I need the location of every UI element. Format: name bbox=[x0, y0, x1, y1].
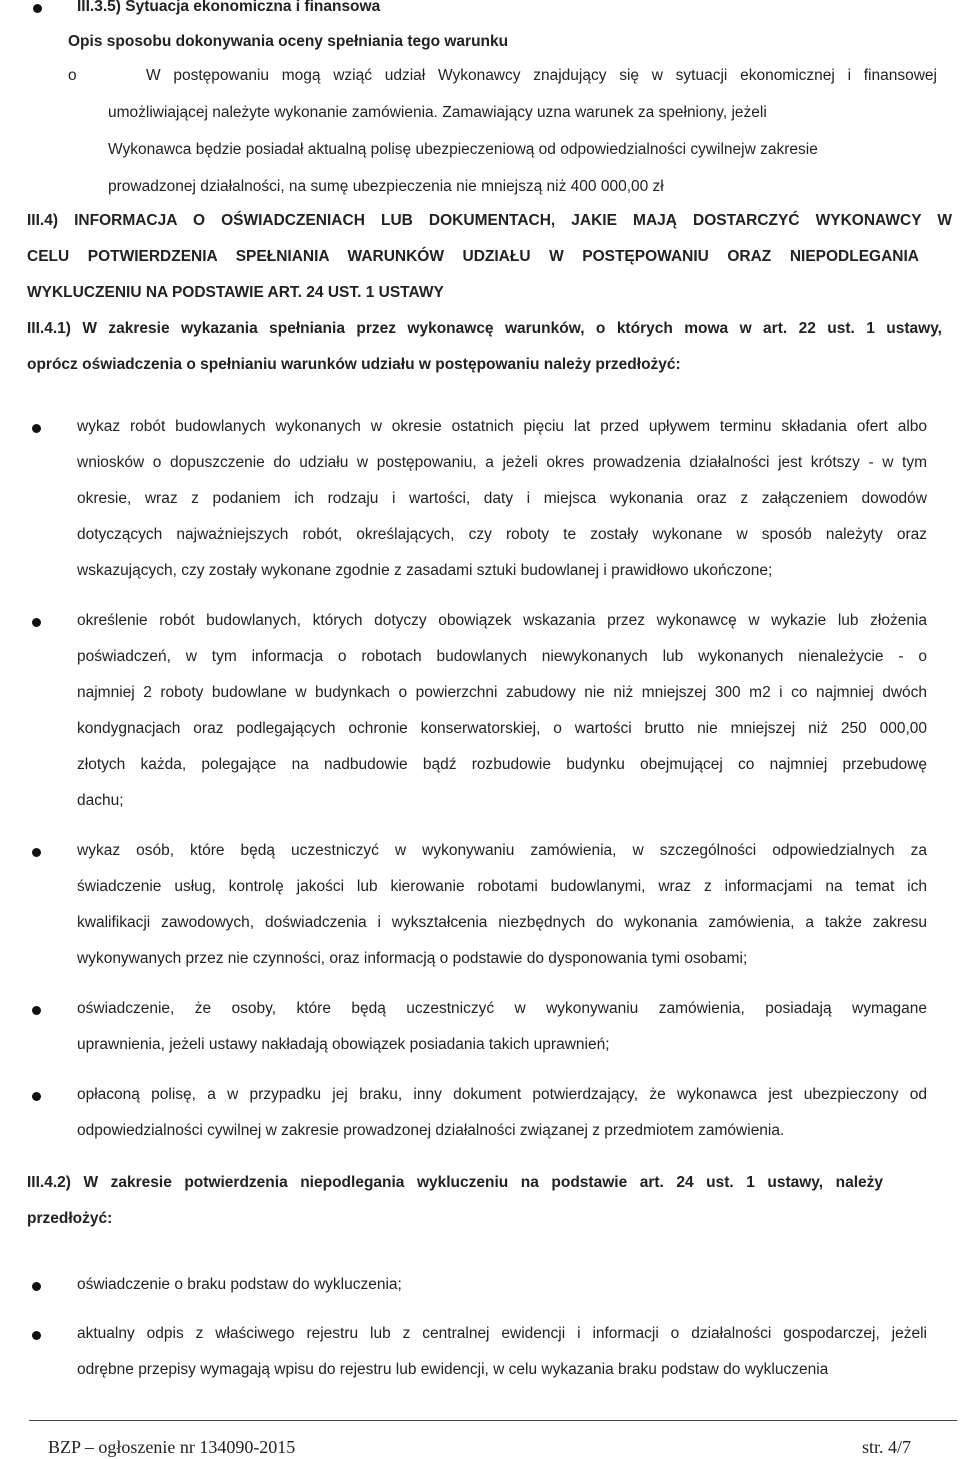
list-item-line: aktualny odpis z właściwego rejestru lub z centralnej ewidencji i informacji o działalności gospodarczej, jeżeli bbox=[77, 1325, 927, 1342]
list-item-line: odpowiedzialności cywilnej w zakresie prowadzonej działalności związanej z przedmiotem zamówienia. bbox=[77, 1122, 785, 1139]
list-item-line: wskazujących, czy zostały wykonane zgodnie z zasadami sztuki budowlanej i prawidłowo ukończone; bbox=[77, 562, 773, 579]
list-marker-circle: o bbox=[68, 67, 77, 84]
paragraph-line: W postępowaniu mogą wziąć udział Wykonawcy znajdujący się w sytuacji ekonomicznej i finansowej bbox=[146, 67, 937, 84]
section-heading: III.4) INFORMACJA O OŚWIADCZENIACH LUB DOKUMENTACH, JAKIE MAJĄ DOSTARCZYĆ WYKONAWCY W bbox=[27, 212, 952, 229]
list-item-line: dachu; bbox=[77, 792, 124, 809]
list-item-line: wykaz robót budowlanych wykonanych w okresie ostatnich pięciu lat przed upływem terminu składania ofert albo bbox=[77, 418, 927, 435]
section-heading: oprócz oświadczenia o spełnianiu warunków udziału w postępowaniu należy przedłożyć: bbox=[27, 356, 681, 373]
paragraph-line: prowadzonej działalności, na sumę ubezpieczenia nie mniejszą niż 400 000,00 zł bbox=[108, 178, 664, 195]
footer-divider bbox=[29, 1420, 957, 1421]
list-item-line: wykaz osób, które będą uczestniczyć w wykonywaniu zamówienia, w szczególności odpowiedzialnych za bbox=[77, 842, 927, 859]
list-item-line: najmniej 2 roboty budowlane w budynkach o powierzchni zabudowy nie niż mniejszej 300 m2 i co najmniej dwóch bbox=[77, 684, 927, 701]
list-item-line: uprawnienia, jeżeli ustawy nakładają obowiązek posiadania takich uprawnień; bbox=[77, 1036, 610, 1053]
bullet bbox=[32, 1006, 41, 1015]
list-item-line: odrębne przepisy wymagają wpisu do rejestru lub ewidencji, w celu wykazania braku podstaw do wykluczenia bbox=[77, 1361, 829, 1378]
bullet bbox=[32, 424, 41, 433]
section-subheading: Opis sposobu dokonywania oceny spełniania tego warunku bbox=[68, 33, 509, 50]
bullet bbox=[32, 1282, 41, 1291]
bullet bbox=[32, 618, 41, 627]
list-item-line: opłaconą polisę, a w przypadku jej braku, inny dokument potwierdzający, że wykonawca jest ubezpieczony od bbox=[77, 1086, 927, 1103]
list-item-line: wniosków o dopuszczenie do udziału w postępowaniu, a jeżeli okres prowadzenia działalności jest krótszy - w tym bbox=[77, 454, 927, 471]
list-item-line: poświadczeń, w tym informacja o robotach budowlanych niewykonanych lub wykonanych nienależycie - o bbox=[77, 648, 927, 665]
section-heading: CELU POTWIERDZENIA SPEŁNIANIA WARUNKÓW UDZIAŁU W POSTĘPOWANIU ORAZ NIEPODLEGANIA bbox=[27, 248, 919, 265]
bullet bbox=[33, 4, 42, 13]
section-heading: III.3.5) Sytuacja ekonomiczna i finansowa bbox=[77, 0, 381, 15]
bullet bbox=[32, 848, 41, 857]
list-item-line: świadczenie usług, kontrolę jakości lub kierowanie robotami budowlanymi, wraz z informacjami na temat ich bbox=[77, 878, 927, 895]
list-item-line: określenie robót budowlanych, których dotyczy obowiązek wskazania przez wykonawcę w wykazie lub złożenia bbox=[77, 612, 927, 629]
section-heading: WYKLUCZENIU NA PODSTAWIE ART. 24 UST. 1 USTAWY bbox=[27, 284, 444, 301]
bullet bbox=[32, 1331, 41, 1340]
section-heading: III.4.2) W zakresie potwierdzenia niepodlegania wykluczeniu na podstawie art. 24 ust. 1 ustawy, należy bbox=[27, 1174, 883, 1191]
list-item-line: kwalifikacji zawodowych, doświadczenia i wykształcenia niezbędnych do wykonania zamówienia, a także zakresu bbox=[77, 914, 927, 931]
list-item-line: dotyczących najważniejszych robót, określających, czy roboty te zostały wykonane w sposób należyty oraz bbox=[77, 526, 927, 543]
section-heading: przedłożyć: bbox=[27, 1210, 113, 1227]
section-heading: III.4.1) W zakresie wykazania spełniania przez wykonawcę warunków, o których mowa w art. 22 ust. 1 ustawy, bbox=[27, 320, 942, 337]
list-item-line: oświadczenie o braku podstaw do wykluczenia; bbox=[77, 1276, 402, 1293]
footer-title: BZP – ogłoszenie nr 134090-2015 bbox=[48, 1437, 296, 1457]
page-number: str. 4/7 bbox=[862, 1437, 912, 1457]
list-item-line: złotych każda, polegające na nadbudowie bądź rozbudowie budynku obejmującej co najmniej przebudowę bbox=[77, 756, 927, 773]
list-item-line: kondygnacjach oraz podlegających ochronie konserwatorskiej, o wartości brutto nie mniejszej niż 250 000,00 bbox=[77, 720, 927, 737]
paragraph-line: Wykonawca będzie posiadał aktualną polisę ubezpieczeniową od odpowiedzialności cywilnejw zakresie bbox=[108, 141, 818, 158]
list-item-line: okresie, wraz z podaniem ich rodzaju i wartości, daty i miejsca wykonania oraz z załączeniem dowodów bbox=[77, 490, 927, 507]
bullet bbox=[32, 1092, 41, 1101]
paragraph-line: umożliwiającej należyte wykonanie zamówienia. Zamawiający uzna warunek za spełniony, jeżeli bbox=[108, 104, 767, 121]
list-item-line: oświadczenie, że osoby, które będą uczestniczyć w wykonywaniu zamówienia, posiadają wymagane bbox=[77, 1000, 927, 1017]
list-item-line: wykonywanych przez nie czynności, oraz informacją o podstawie do dysponowania tymi osobami; bbox=[77, 950, 748, 967]
